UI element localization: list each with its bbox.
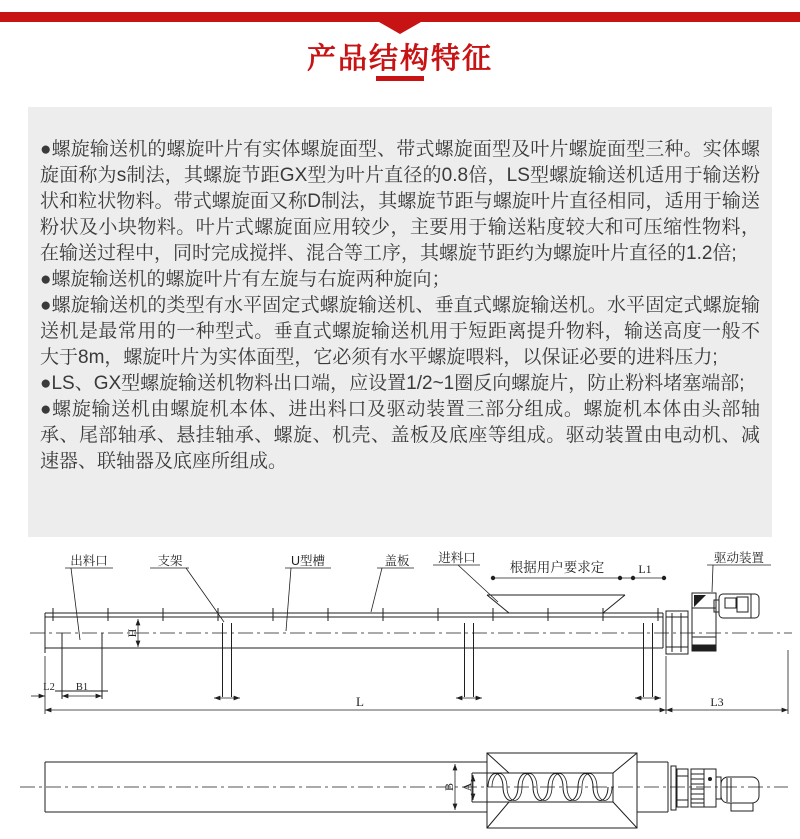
dim-a: A	[460, 782, 474, 792]
dim-l3: L3	[710, 695, 724, 709]
banner-arrow-icon	[379, 22, 421, 34]
label-support: 支架	[157, 554, 183, 568]
label-u-trough: U型槽	[290, 554, 326, 568]
dim-l: L	[356, 694, 364, 709]
bullet-paragraph: ●螺旋输送机的类型有水平固定式螺旋输送机、垂直式螺旋输送机。水平固定式螺旋输送机是最常用的一种型式。垂直式螺旋输送机用于短距离提升物料，输送高度一般不大于8m，螺旋叶片为实体面型，它必须有水平螺旋喂料，以保证必要的进料压力;	[40, 295, 760, 368]
dim-h: H	[125, 628, 139, 638]
top-banner-bar	[0, 12, 800, 22]
end-drive-assembly	[671, 766, 759, 811]
bullet-paragraph: ●螺旋输送机的螺旋叶片有左旋与右旋两种旋向；	[40, 269, 451, 290]
dim-l2: L2	[43, 682, 55, 693]
side-view-diagram	[30, 550, 792, 714]
dim-b1: B1	[75, 682, 89, 693]
support-legs	[214, 623, 661, 698]
inlet-hopper	[487, 595, 625, 613]
bullet-paragraph: ●螺旋输送机的螺旋叶片有实体螺旋面型、带式螺旋面型及叶片螺旋面型三种。实体螺旋面称为s制法，其螺旋节距GX型为叶片直径的0.8倍，LS型螺旋输送机适用于输送粉状和粒状物料。带式螺旋面又称D制法，其螺旋节距与螺旋叶片直径相同，适用于输送粉状及小块物料。叶片式螺旋面应用较少，主要用于输送粘度较大和可压缩性物料，在输送过程中，同时完成搅拌、混合等工序，其螺旋节距约为螺旋叶片直径的1.2倍;	[40, 139, 760, 264]
bullet-paragraph: ●LS、GX型螺旋输送机物料出口端，应设置1/2~1圈反向螺旋片，防止粉料堵塞端部;	[40, 373, 745, 394]
top-view-diagram	[20, 753, 788, 828]
page-title: 产品结构特征	[306, 43, 493, 75]
title-underline	[376, 76, 424, 81]
side-view-labels	[65, 550, 771, 640]
structure-diagrams	[0, 540, 800, 839]
inner-casing	[472, 773, 613, 802]
content-panel	[28, 107, 772, 537]
dim-l1: L1	[638, 562, 652, 576]
support-leg	[456, 623, 482, 698]
label-outlet: 出料口	[70, 554, 108, 568]
support-leg	[214, 623, 240, 698]
label-custom-span: 根据用户要求定	[509, 560, 605, 575]
drive-unit	[666, 593, 759, 654]
screw-housing	[487, 753, 637, 828]
label-inlet: 进料口	[438, 551, 476, 565]
dim-b: B	[442, 782, 456, 792]
cover-bolt-ticks	[53, 608, 658, 621]
label-drive-unit: 驱动装置	[713, 551, 765, 565]
label-cover-plate: 盖板	[384, 554, 410, 568]
support-leg	[635, 623, 661, 698]
bullet-paragraph: ●螺旋输送机由螺旋机本体、进出料口及驱动装置三部分组成。螺旋机本体由头部轴承、尾部轴承、悬挂轴承、螺旋、机壳、盖板及底座等组成。驱动装置由电动机、减速器、联轴器及底座所组成。	[40, 399, 760, 472]
